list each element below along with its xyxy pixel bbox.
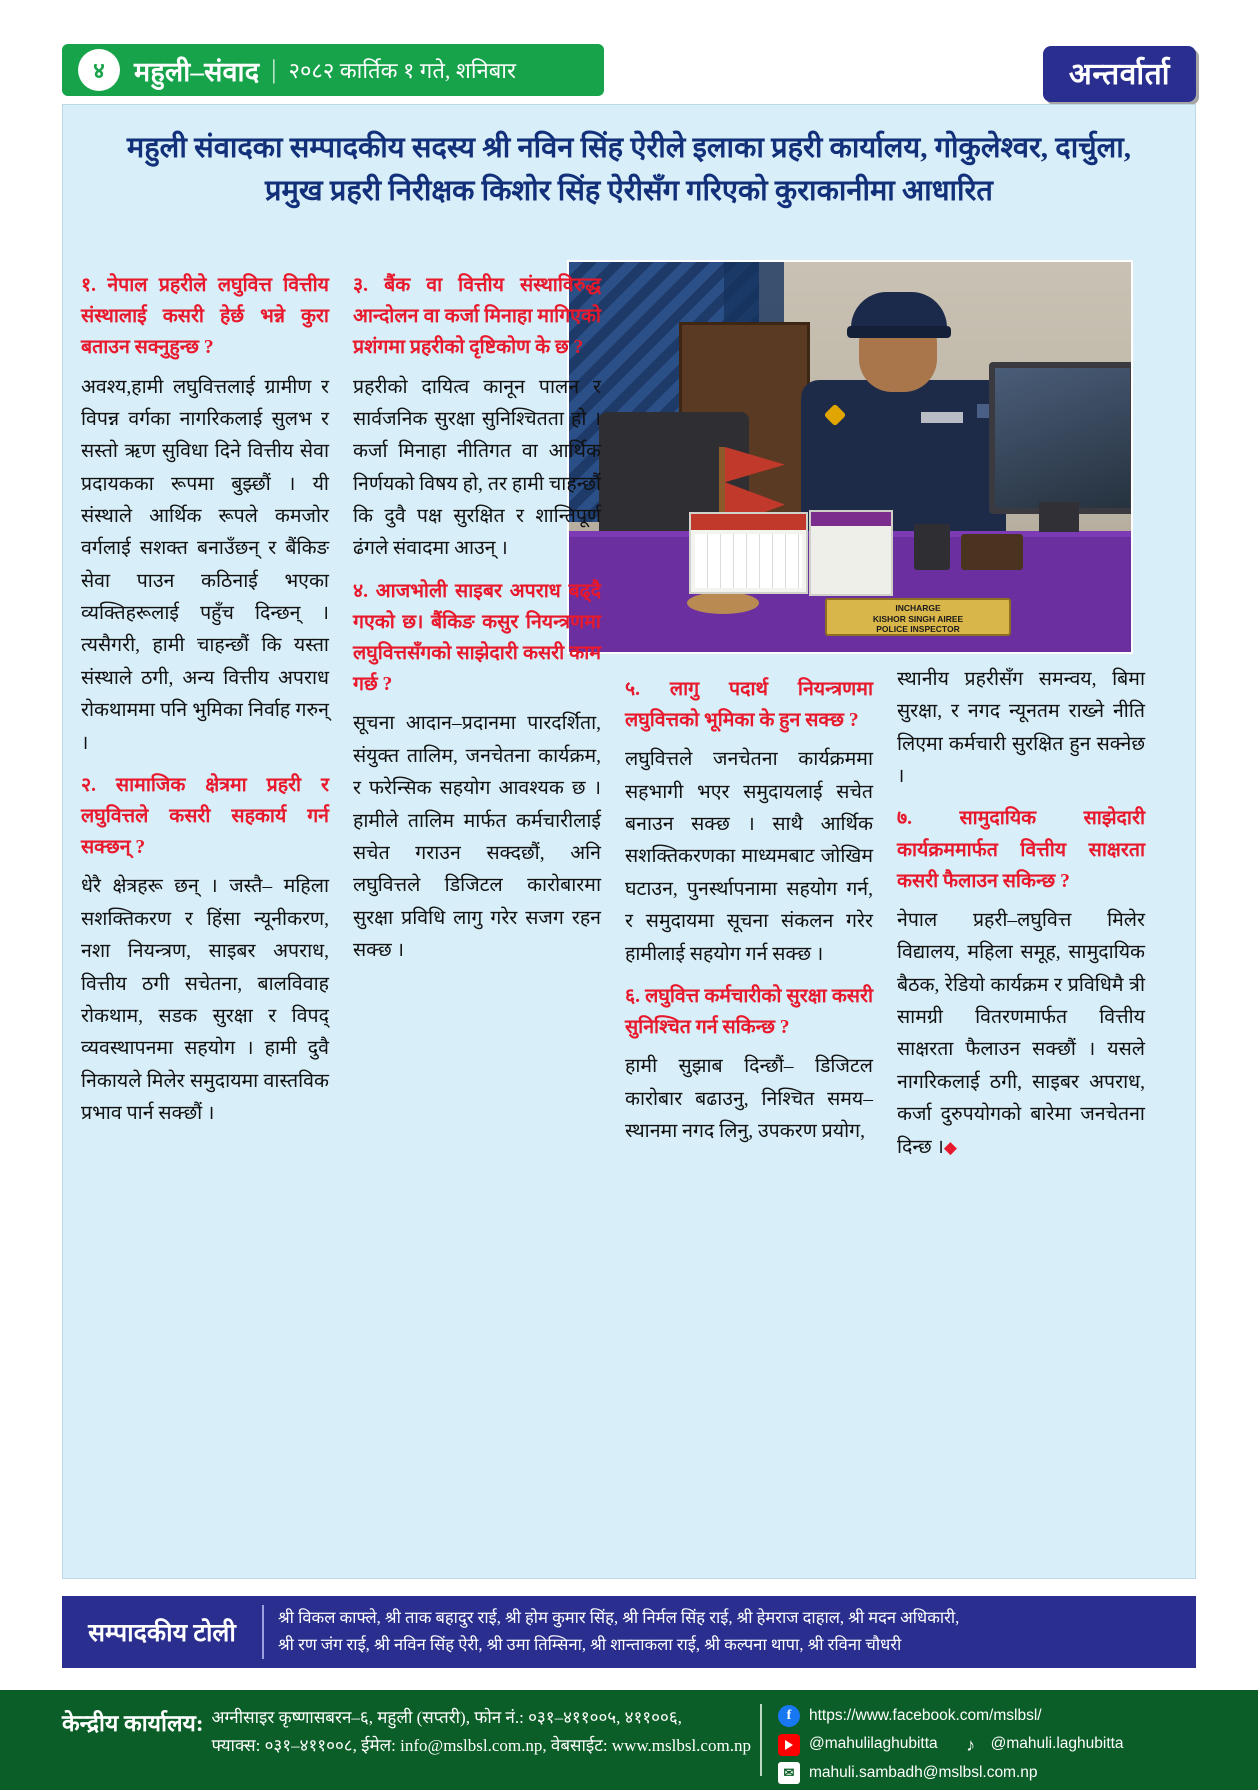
photo-monitor-screen — [995, 368, 1130, 508]
question-1: १. नेपाल प्रहरीले लघुवित्त वित्तीय संस्थालाई कसरी हेर्छ भन्ने कुरा बताउन सक्नुहुन्छ ? — [81, 275, 329, 359]
photo-desk-organizer — [961, 534, 1023, 570]
photo-officer-cap-brim — [847, 326, 951, 338]
publication-date: २०८२ कार्तिक १ गते, शनिबार — [288, 58, 516, 83]
youtube-handle[interactable]: @mahulilaghubitta — [809, 1735, 938, 1753]
answer-5: लघुवित्तले जनचेतना कार्यक्रममा सहभागी भएर समुदायलाई सचेत बनाउन सक्छ । साथै आर्थिक सशक्तिकरणका माध्यमबाट जोखिम घटाउन, पुनर्स्थापनामा सहयोग गर्न, र समुदायमा सूचना संकलन गरेर हामीलाई सहयोग गर्न सक्छ । — [625, 749, 873, 965]
editorial-team-names — [264, 1605, 1196, 1658]
photo-calendar-grid — [695, 534, 802, 588]
answer-1: अवश्य,हामी लघुवित्तलाई ग्रामीण र विपन्न वर्गका नागरिकलाई सुलभ र सस्तो ऋण सुविधा दिने वित्तीय सेवा प्रदायकका रूपमा बुझ्छौं । यी संस्थाले आर्थिक रूपले कमजोर वर्गलाई सशक्त बनाउँछन् र बैंकिङ सेवा पाउन कठिनाई भएका व्यक्तिहरूलाई पहुँच दिन्छन् । त्यसैगरी, हामी चाहन्छौं कि यस्ता संस्थाले ठगी, अन्य वित्तीय अपराध रोकथाममा पनि भुमिका निर्वाह गरुन् । — [81, 376, 329, 754]
answer-4: सूचना आदान–प्रदानमा पारदर्शिता, संयुक्त तालिम, जनचेतना कार्यक्रम, र फरेन्सिक सहयोग आवश्यक छ । हामीले तालिम मार्फत कर्मचारीलाई सचेत गराउन सक्दछौं, अनि लघुवित्तले डिजिटल कारोबारमा सुरक्षा प्रविधि लागु गरेर सजग रहन सक्छ । — [353, 713, 601, 961]
youtube-tiktok-row[interactable] — [778, 1732, 1258, 1756]
editorial-names-line-2: श्री रण जंग राई, श्री नविन सिंह ऐरी, श्री उमा तिम्सिना, श्री शान्ताकला राई, श्री कल्पना थापा, श्री रविना चौधरी — [278, 1635, 902, 1654]
contact-email-address[interactable]: mahuli.sambadh@mslbsl.com.np — [809, 1763, 1038, 1781]
editorial-names-line-1: श्री विकल काफ्ले, श्री ताक बहादुर राई, श्री होम कुमार सिंह, श्री निर्मल सिंह राई, श्री हेमराज दाहाल, श्री मदन अधिकारी, — [278, 1608, 960, 1628]
masthead-green-bar — [62, 44, 604, 96]
masthead-separator: | — [271, 55, 277, 84]
article-column-2 — [353, 260, 601, 967]
masthead — [62, 44, 1196, 96]
photo-monitor — [989, 362, 1133, 514]
social-links — [778, 1704, 1258, 1789]
contact-heading: केन्द्रीय कार्यालय: — [62, 1711, 204, 1736]
email-row[interactable] — [778, 1761, 1258, 1785]
question-5: ५. लागु पदार्थ नियन्त्रणमा लघुवित्तको भूमिका के हुन सक्छ ? — [625, 679, 873, 732]
tiktok-handle[interactable]: @mahuli.laghubitta — [990, 1735, 1124, 1753]
section-tag: अन्तर्वार्ता — [1043, 46, 1196, 102]
publication-title: महुली–संवाद — [134, 56, 260, 87]
question-3: ३. बैंक वा वित्तीय संस्थाविरुद्ध आन्दोलन वा कर्जा मिनाहा मागिएको प्रशंगमा प्रहरीको दृष्टिकोण के छ ? — [353, 275, 601, 359]
interview-photograph — [567, 260, 1133, 654]
photo-calendar-header — [691, 514, 806, 530]
answer-3: प्रहरीको दायित्व कानून पालन र सार्वजनिक सुरक्षा सुनिश्चितता हो । कर्जा मिनाहा नीतिगत वा आर्थिक निर्णयको विषय हो, तर हामी चाहन्छौं कि दुवै पक्ष सुरक्षित र शान्तिपूर्ण ढंगले संवादमा आउन् । — [353, 376, 601, 560]
article-column-4 — [897, 664, 1145, 1164]
youtube-icon — [778, 1734, 800, 1756]
answer-7-text: नेपाल प्रहरी–लघुवित्त मिलेर विद्यालय, महिला समूह, सामुदायिक बैठक, रेडियो कार्यक्रम र प्रविधिमै त्री सामग्री वितरणमार्फत वित्तीय साक्षरता फैलाउन सक्छौं । यसले नागरिकलाई ठगी, साइबर अपराध, कर्जा दुरुपयोगको बारेमा जनचेतना दिन्छ । — [897, 910, 1145, 1158]
photo-desk-calendar-second — [809, 510, 893, 596]
question-6: ६. लघुवित्त कर्मचारीको सुरक्षा कसरी सुनिश्चित गर्न सकिन्छ ? — [625, 985, 873, 1039]
photo-desk-calendar — [689, 512, 808, 594]
answer-6-continued: स्थानीय प्रहरीसँग समन्वय, बिमा सुरक्षा, र नगद न्यूनतम राख्ने नीति लिएमा कर्मचारी सुरक्षित हुन सक्नेछ । — [897, 669, 1145, 788]
photo-flag-base — [687, 592, 759, 614]
contact-office-block — [0, 1704, 760, 1759]
page-number-badge: ४ — [78, 49, 120, 91]
answer-6: हामी सुझाब दिन्छौं– डिजिटल कारोबार बढाउनु, निश्चित समय–स्थानमा नगद लिनु, उपकरण प्रयोग, — [625, 1056, 873, 1142]
question-4: ४. आजभोली साइबर अपराध बढ्दै गएको छ। बैंकिङ कसुर नियन्त्रणमा लघुवित्तसँगको साझेदारी कसरी काम गर्छ ? — [353, 580, 601, 696]
nameplate-rank: POLICE INSPECTOR — [876, 624, 960, 635]
question-2: २. सामाजिक क्षेत्रमा प्रहरी र लघुवित्तले कसरी सहकार्य गर्न सक्छन् ? — [81, 774, 329, 859]
contact-details — [212, 1704, 751, 1759]
nameplate-role: INCHARGE — [895, 603, 941, 613]
article-headline: महुली संवादका सम्पादकीय सदस्य श्री नविन सिंह ऐरीले इलाका प्रहरी कार्यालय, गोकुलेश्वर, दार्चुला, प्रमुख प्रहरी निरीक्षक किशोर सिंह ऐरीसँग गरिएको कुराकानीमा आधारित — [126, 132, 1132, 207]
photo-officer-nametag — [921, 412, 963, 423]
photo-pen-holder — [914, 524, 950, 570]
article-column-3 — [625, 664, 873, 1148]
article-panel — [62, 104, 1196, 1579]
facebook-url[interactable]: https://www.facebook.com/mslbsl/ — [809, 1707, 1042, 1724]
editorial-team-label: सम्पादकीय टोली — [88, 1620, 236, 1647]
answer-2: धेरै क्षेत्रहरू छन् । जस्तै– महिला सशक्तिकरण र हिंसा न्यूनीकरण, नशा नियन्त्रण, साइबर अपराध, वित्तीय ठगी सचेतना, बालविवाह रोकथाम, सडक सुरक्षा र विपद् व्यवस्थापनमा सहयोग । हामी दुवै निकायले मिलेर समुदायमा वास्तविक प्रभाव पार्न सक्छौं । — [81, 876, 329, 1124]
facebook-icon: f — [778, 1705, 800, 1727]
mail-icon: ✉ — [778, 1762, 800, 1784]
contact-vertical-divider — [760, 1704, 762, 1776]
contact-address-line: अग्नीसाइर कृष्णासबरन–६, महुली (सप्तरी), फोन नं.: ०३१–४११००५, ४११००६, — [211, 1708, 682, 1727]
nameplate-name: KISHOR SINGH AIREE — [872, 613, 964, 624]
contact-footer — [0, 1690, 1258, 1790]
end-marker-icon: ◆ — [943, 1137, 957, 1157]
tiktok-icon: ♪ — [966, 1734, 976, 1755]
question-7: ७. सामुदायिक साझेदारी कार्यक्रममार्फत वित्तीय साक्षरता कसरी फैलाउन सकिन्छ ? — [897, 808, 1145, 892]
answer-7 — [897, 905, 1145, 1164]
photo-monitor-stand — [1039, 502, 1079, 532]
article-column-1 — [81, 260, 329, 1130]
editorial-team-band — [62, 1596, 1196, 1668]
facebook-row[interactable] — [778, 1704, 1258, 1728]
contact-email-web-line: फ्याक्स: ०३१–४११००८, ईमेल: info@mslbsl.com.np, वेबसाईट: www.mslbsl.com.np — [211, 1735, 751, 1755]
photo-desk-nameplate — [825, 598, 1011, 636]
photo-calendar-second-header — [811, 512, 891, 526]
